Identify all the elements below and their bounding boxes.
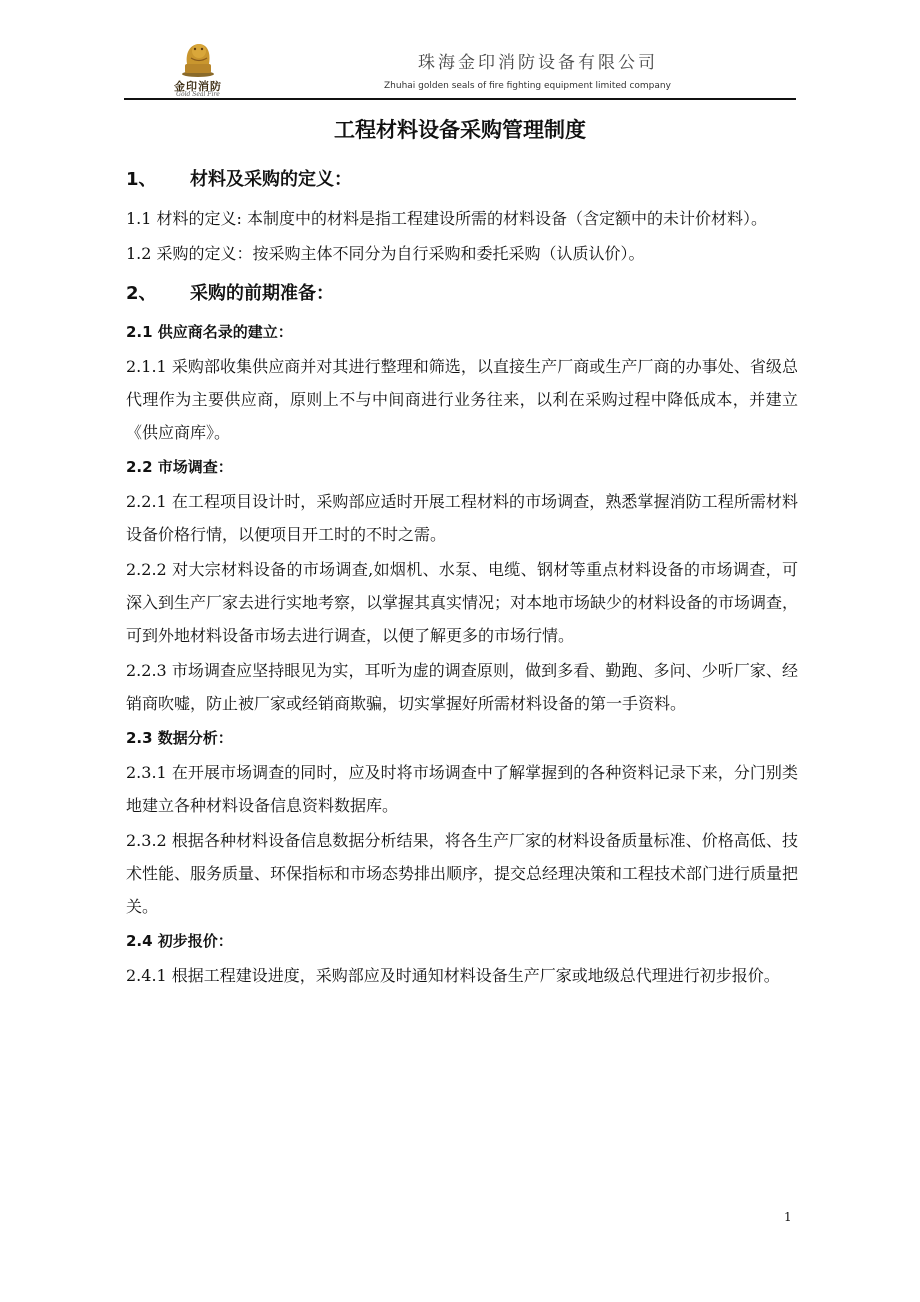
- subsection-heading: 2.1 供应商名录的建立：: [126, 323, 293, 341]
- paragraph: 2.2.2 对大宗材料设备的市场调查,如烟机、水泵、电缆、钢材等重点材料设备的市场调查，可深入到生产厂家去进行实地考察，以掌握其真实情况；对本地市场缺少的材料设备的市场调查，可到外地材料设备市场去进行调查，以便了解更多的市场行情。: [126, 560, 799, 645]
- paragraph: 2.2.3 市场调查应坚持眼见为实，耳听为虚的调查原则，做到多看、勤跑、多问、少听厂家、经销商吹嘘，防止被厂家或经销商欺骗，切实掌握好所需材料设备的第一手资料。: [126, 661, 798, 713]
- paragraph: 1.1 材料的定义: 本制度中的材料是指工程建设所需的材料设备（含定额中的未计价材料）。: [126, 209, 768, 228]
- paragraph: 2.1.1 采购部收集供应商并对其进行整理和筛选，以直接生产厂商或生产厂商的办事处、省级总代理作为主要供应商，原则上不与中间商进行业务往来，以利在采购过程中降低成本，并建立《供应商库》。: [126, 357, 798, 442]
- subsection-heading: 2.3 数据分析：: [126, 729, 233, 747]
- company-logo: [163, 38, 233, 98]
- subsection-heading: 2.4 初步报价：: [126, 932, 233, 950]
- section-title: 采购的前期准备：: [190, 283, 334, 304]
- page-number: 1: [784, 1210, 792, 1224]
- lion-seal-icon: [163, 38, 233, 78]
- section-heading: [126, 160, 798, 200]
- paragraph: 1.2 采购的定义：按采购主体不同分为自行采购和委托采购（认质认价）。: [126, 244, 645, 263]
- company-name-en: Zhuhai golden seals of fire fighting equipment limited company: [384, 81, 671, 91]
- header-divider: [124, 98, 796, 100]
- subsection-heading: 2.2 市场调查：: [126, 458, 233, 476]
- section-title: 材料及采购的定义：: [190, 169, 352, 190]
- paragraph: 2.3.2 根据各种材料设备信息数据分析结果，将各生产厂家的材料设备质量标准、价格高低、技术性能、服务质量、环保指标和市场态势排出顺序，提交总经理决策和工程技术部门进行质量把关。: [126, 831, 799, 916]
- paragraph: 2.4.1 根据工程建设进度，采购部应及时通知材料设备生产厂家或地级总代理进行初步报价。: [126, 966, 780, 985]
- company-name-cn: 珠海金印消防设备有限公司: [418, 53, 658, 73]
- logo-text: 金印消防: [174, 80, 222, 93]
- document-body: [126, 160, 798, 992]
- section-number: 2、: [126, 283, 157, 304]
- paragraph: 2.3.1 在开展市场调查的同时，应及时将市场调查中了解掌握到的各种资料记录下来，分门别类地建立各种材料设备信息资料数据库。: [126, 763, 798, 815]
- document-title: 工程材料设备采购管理制度: [334, 118, 586, 142]
- logo-subtext: Gold Seal Fire: [176, 91, 220, 98]
- paragraph: 2.2.1 在工程项目设计时，采购部应适时开展工程材料的市场调查，熟悉掌握消防工程所需材料设备价格行情，以便项目开工时的不时之需。: [126, 492, 798, 544]
- section-number: 1、: [126, 169, 157, 190]
- section-heading: [126, 274, 798, 314]
